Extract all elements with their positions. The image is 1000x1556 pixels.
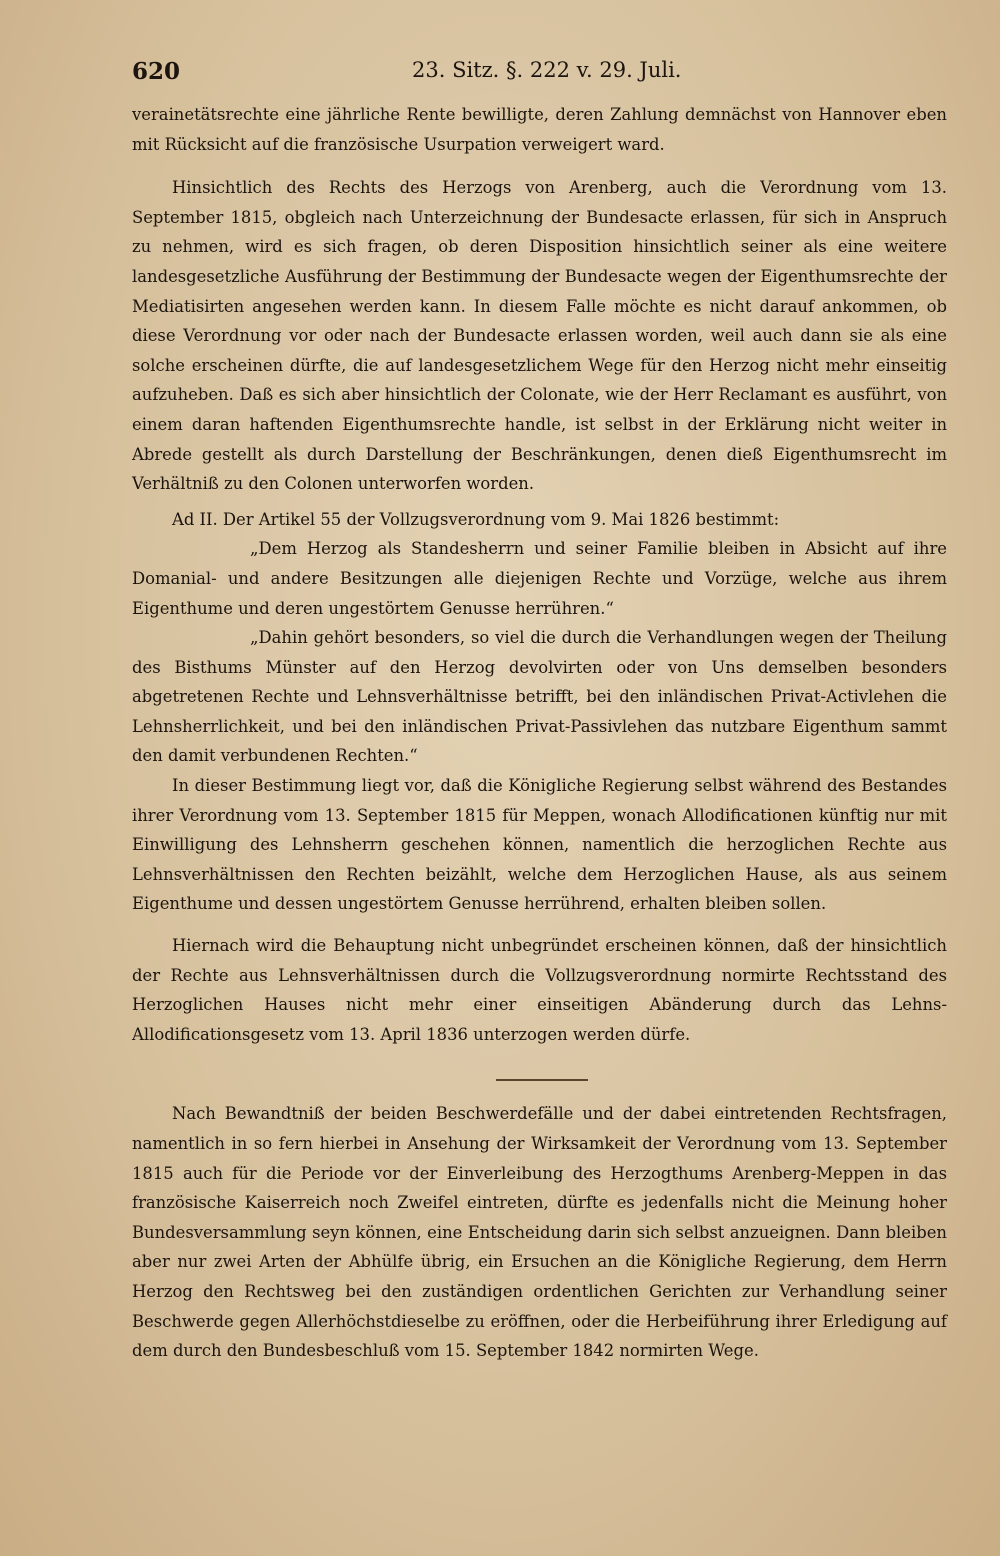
paragraph-5: Nach Bewandtniß der beiden Beschwerdefälle und der dabei eintretenden Rechtsfragen, namentlich in so fern hierbei in Ansehung der Wirksamkeit der Verordnung vom 13. September 1815 auch für die Periode vor der Einverleibung des Herzogthums Arenberg-Meppen in das französische Kaiserreich noch Zweifel eintreten, dürfte es jedenfalls nicht die Meinung hoher Bundesversammlung seyn können, eine Entscheidung darin sich selbst anzueignen. Dann bleiben aber nur zwei Arten der Abhülfe übrig, ein Ersuchen an die Königliche Regierung, dem Herrn Herzog den Rechtsweg bei den zuständigen ordentlichen Gerichten zur Verhandlung seiner Beschwerde gegen Allerhöchstdieselbe zu eröffnen, oder die Herbeiführung ihrer Erledigung auf dem durch den Bundesbeschluß vom 15. September 1842 normirten Wege. [132, 1104, 947, 1361]
body-text [132, 100, 947, 1366]
paragraph-2: Hinsichtlich des Rechts des Herzogs von Arenberg, auch die Verordnung vom 13. September 1815, obgleich nach Unterzeichnung der Bundesacte erlassen, für sich in Anspruch zu nehmen, wird es sich fragen, ob deren Disposition hinsichtlich seiner als eine weitere landesgesetzliche Ausführung der Bestimmung der Bundesacte wegen der Eigenthumsrechte der Mediatisirten angesehen werden kann. In diesem Falle möchte es nicht darauf ankommen, ob diese Verordnung vor oder nach der Bundesacte erlassen worden, weil auch dann sie als eine solche erscheinen dürfte, die auf landesgesetzlichem Wege für den Herzog nicht mehr einseitig aufzuheben. Daß es sich aber hinsichtlich der Colonate, wie der Herr Reclamant es ausführt, von einem daran haftenden Eigenthumsrechte handle, ist selbst in der Erklärung nicht weiter in Abrede gestellt als durch Darstellung der Beschränkungen, denen dieß Eigenthumsrecht im Verhältniß zu den Colonen unterworfen worden. [132, 178, 947, 494]
running-head: 23. Sitz. §. 222 v. 29. Juli. [412, 58, 682, 82]
page-number: 620 [132, 58, 181, 85]
paragraph-ad-ii: Ad II. Der Artikel 55 der Vollzugsverordnung vom 9. Mai 1826 bestimmt: [172, 509, 780, 529]
paragraph-4: Hiernach wird die Behauptung nicht unbegründet erscheinen können, daß der hinsichtlich der Rechte aus Lehnsverhältnissen durch die Vollzugsverordnung normirte Rechtsstand des Herzoglichen Hauses nicht mehr einer einseitigen Abänderung durch das Lehns-Allodificationsgesetz vom 13. April 1836 unterzogen werden dürfe. [132, 936, 947, 1044]
quote-2: „Dahin gehört besonders, so viel die durch die Verhandlungen wegen der Theilung des Bisthums Münster auf den Herzog devolvirten oder von Uns demselben besonders abgetretenen Rechte und Lehnsverhältnisse betrifft, bei den inländischen Privat-Activlehen die Lehnsherrlichkeit, und bei den inländischen Privat-Passivlehen das nutzbare Eigenthum sammt den damit verbundenen Rechten.“ [132, 628, 947, 766]
paragraph-3: In dieser Bestimmung liegt vor, daß die Königliche Regierung selbst während des Bestandes ihrer Verordnung vom 13. September 1815 für Meppen, wonach Allodificationen künftig nur mit Einwilligung des Lehnsherrn geschehen können, namentlich die herzoglichen Rechte aus Lehnsverhältnissen den Rechten beizählt, welche dem Herzoglichen Hause, als aus seinem Eigenthume und dessen ungestörtem Genusse herrührend, erhalten bleiben sollen. [132, 776, 947, 914]
quote-1: „Dem Herzog als Standesherrn und seiner Familie bleiben in Absicht auf ihre Domanial- und andere Besitzungen alle diejenigen Rechte und Vorzüge, welche aus ihrem Eigenthume und deren ungestörtem Genusse herrühren.“ [132, 539, 947, 618]
paragraph-1: verainetätsrechte eine jährliche Rente bewilligte, deren Zahlung demnächst von Hannover eben mit Rücksicht auf die französische Usurpation verweigert ward. [132, 105, 947, 154]
section-divider [496, 1079, 588, 1081]
page-header [132, 58, 952, 92]
quotation [132, 534, 947, 771]
